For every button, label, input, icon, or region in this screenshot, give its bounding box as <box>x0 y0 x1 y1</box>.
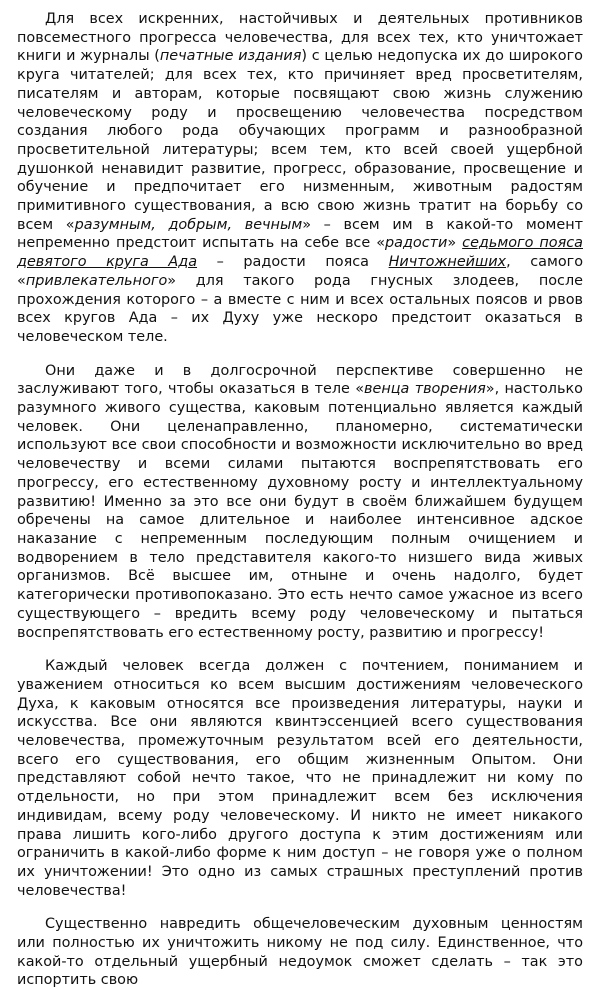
text: ) с целью недопуска их до широкого круга читателей; для всех тех, кто причиняет вред просветителям, писателям и авторам, которые посвящают свою жизнь служению человеческому роду и просвещению человечества посредством создания любого рода обучающих программ и разнообразной просветительной литературы; всем тем, кто всей своей ущербной душонкой ненавидит развитие, прогресс, образование, просвещение и обучение и предпочитает его низменным, животным радостям примитивного существования, а всю свою жизнь тратит на борьбу со всем « <box>17 48 583 233</box>
text: », настолько разумного живого существа, каковым потенциально является каждый человек. Они целенаправленно, планомерно, систематически используют все свои способности и возможности исключительно во вред человечеству и всеми силами пытаются воспрепятствовать его прогрессу, его естественному духовному росту и интеллектуальному развитию! Именно за это все они будут в своём ближайшем будущем обречены на самое длительное и наиболее интенсивное адское наказание с непременным последующим полным очищением и водворением в тело представителя какого-то низшего вида живых организмов. Всё высшее им, отныне и очень надолго, будет категорически противопоказано. Это есть нечто самое ужасное из всего существующего – вредить всему роду человеческому и пытаться воспрепятствовать его естественному росту, развитию и прогрессу! <box>17 381 583 641</box>
text: Они даже и в долгосрочной перспективе совершенно не заслуживают того, чтобы оказаться в теле « <box>17 362 583 398</box>
italic-text: радости <box>385 235 448 252</box>
text: » <box>447 235 463 252</box>
paragraph-2 <box>17 362 583 643</box>
text: Существенно навредить общечеловеческим духовным ценностям или полностью их уничтожить никому не под силу. Единственное, что какой-то отдельный ущербный недоумок сможет сделать – так это испортить свою <box>17 916 583 989</box>
text: » – всем им в какой-то момент непременно предстоит испытать на себе все « <box>17 216 584 252</box>
text: Каждый человек всегда должен с почтением, пониманием и уважением относиться ко всем высшим достижениям человеческого Духа, к каковым относятся все произведения литературы, науки и искусства. Все они являются квинтэссенцией всего существования человечества, промежуточным результатом всей его деятельности, всего его существования, его общим жизненным Опытом. Они представляют собой нечто такое, что не принадлежит ни кому по отдельности, но при этом принадлежит всем без исключения индивидам, всему роду человеческому. И никто не имеет никакого права лишить кого-либо другого доступа к этим достижениям или ограничить в какой-либо форме к ним доступ – не говоря уже о полном их уничтожении! Это одно из самых страшных преступлений против человечества! <box>17 658 583 899</box>
underlined-link-text: Ничтожнейших <box>388 254 507 271</box>
underlined-link-text: седьмого пояса девятого круга Ада <box>17 235 583 271</box>
paragraph-1 <box>17 10 583 347</box>
italic-text: разумным, добрым, вечным <box>74 216 303 233</box>
italic-text: привлекательного <box>25 272 168 289</box>
paragraph-4 <box>17 915 583 990</box>
document-page <box>17 10 583 990</box>
text: » для такого рода гнусных злодеев, после прохождения которого – а вместе с ним и всех остальных поясов и рвов всех кругов Ада – их Духу уже нескоро предстоит оказаться в человеческом теле. <box>17 272 583 345</box>
text: , самого « <box>17 254 583 289</box>
text: Для всех искренних, настойчивых и деятельных противников повсеместного прогресса человечества, для всех тех, кто уничтожает книги и журналы ( <box>17 11 583 65</box>
italic-text: венца творения <box>364 381 486 398</box>
text: – радости пояса <box>197 254 389 271</box>
paragraph-3 <box>17 657 583 900</box>
italic-text: печатные издания <box>159 48 302 65</box>
